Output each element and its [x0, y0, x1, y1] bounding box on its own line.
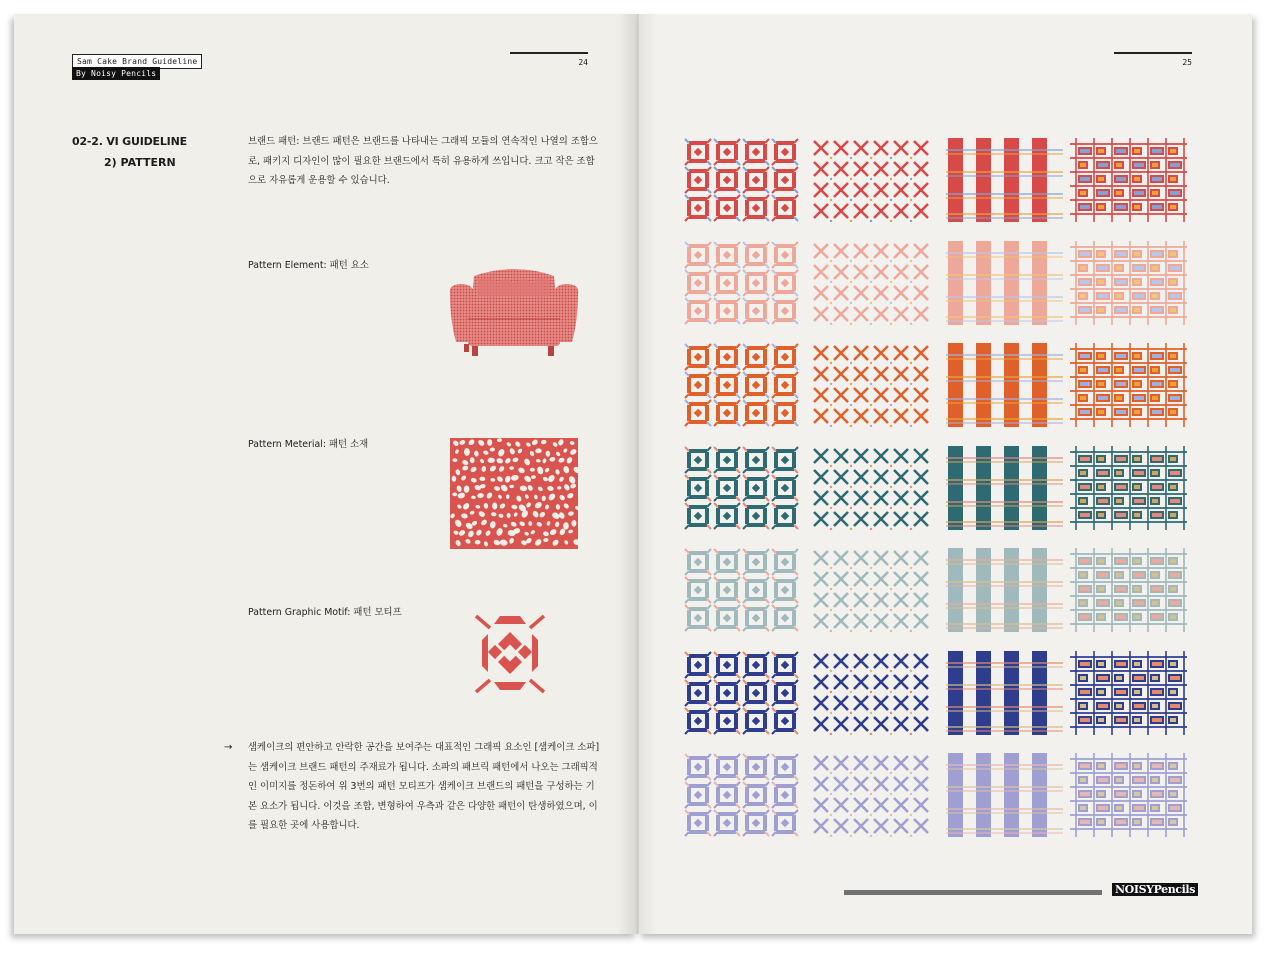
pattern-swatch-motif: [684, 753, 801, 837]
section-title: 02-2. VI GUIDELINE: [72, 135, 187, 148]
pattern-swatch-stripe: [946, 548, 1063, 632]
pattern-swatch-motif: [684, 241, 801, 325]
page-number-rule: [510, 52, 588, 54]
section-subtitle: 2) PATTERN: [104, 156, 176, 169]
intro-paragraph: 브랜드 패턴: 브랜드 패턴은 브랜드를 나타내는 그래픽 모듈의 연속적인 나열의 조합으로, 패키지 디자인이 많이 필요한 브랜드에서 특히 유용하게 쓰입니다. 크고 작은 조합으로 자유롭게 운용할 수 있습니다.: [248, 136, 598, 186]
pattern-swatch-grid: [1070, 651, 1187, 735]
pattern-swatch-grid: [1070, 343, 1187, 427]
pattern-swatch-cross: [812, 241, 929, 325]
left-page: [14, 14, 638, 934]
pattern-swatch-cross: [812, 343, 929, 427]
pattern-swatch-stripe: [946, 651, 1063, 735]
pattern-swatch-grid: [1070, 753, 1187, 837]
guideline-title-tag: Sam Cake Brand Guideline: [72, 54, 202, 69]
pattern-swatch-motif: [684, 548, 801, 632]
book-gutter-shadow: [618, 14, 658, 934]
pattern-swatch-stripe: [946, 753, 1063, 837]
pattern-swatch-motif: [684, 446, 801, 530]
pattern-swatch-stripe: [946, 241, 1063, 325]
pattern-swatch-stripe: [946, 343, 1063, 427]
motif-symbol: [474, 610, 546, 696]
pattern-swatch-cross: [812, 548, 929, 632]
pattern-swatch-grid: [1070, 548, 1187, 632]
description-paragraph: 샘케이크의 편안하고 안락한 공간을 보여주는 대표적인 그래픽 요소인 [샘케이크 소파]는 샘케이크 브랜드 패턴의 주재료가 됩니다. 소파의 패브릭 패턴에서 나오는 그래픽적인 이미지를 정돈하여 위 3번의 패턴 모티프가 샘케이크 브랜드의 패턴을 구성하는 기본 요소가 됩니다. 이것을 조합, 변형하여 우측과 같은 다양한 패턴이 탄생하였으며, 이를 필요한 곳에 사용합니다.: [248, 742, 600, 831]
noisy-pencils-logo: NOISYPencils: [1112, 883, 1198, 896]
footer-bar: [844, 890, 1102, 895]
pattern-swatch-motif: [684, 651, 801, 735]
pattern-swatch-stripe: [946, 446, 1063, 530]
pattern-swatch-cross: [812, 138, 929, 222]
page-number-right: 25: [1182, 58, 1192, 67]
pattern-swatch-motif: [684, 138, 801, 222]
pattern-motif-label: Pattern Graphic Motif: 패턴 모티프: [248, 607, 402, 618]
pattern-material-label: Pattern Meterial: 패턴 소재: [248, 439, 369, 450]
pattern-swatch-grid: [1070, 446, 1187, 530]
pattern-swatch-grid: [1070, 241, 1187, 325]
page-number-left: 24: [578, 58, 588, 67]
sofa-illustration: [444, 258, 584, 368]
pattern-swatch-cross: [812, 446, 929, 530]
pattern-swatch-motif: [684, 343, 801, 427]
pattern-swatch-grid: [1070, 138, 1187, 222]
right-page: [638, 14, 1252, 934]
author-tag: By Noisy Pencils: [72, 67, 160, 80]
fabric-material-swatch: [450, 438, 578, 549]
pattern-swatch-cross: [812, 753, 929, 837]
pattern-swatch-stripe: [946, 138, 1063, 222]
arrow-icon: →: [224, 742, 233, 753]
pattern-element-label: Pattern Element: 패턴 요소: [248, 260, 369, 271]
page-number-rule: [1114, 52, 1192, 54]
pattern-swatch-cross: [812, 651, 929, 735]
